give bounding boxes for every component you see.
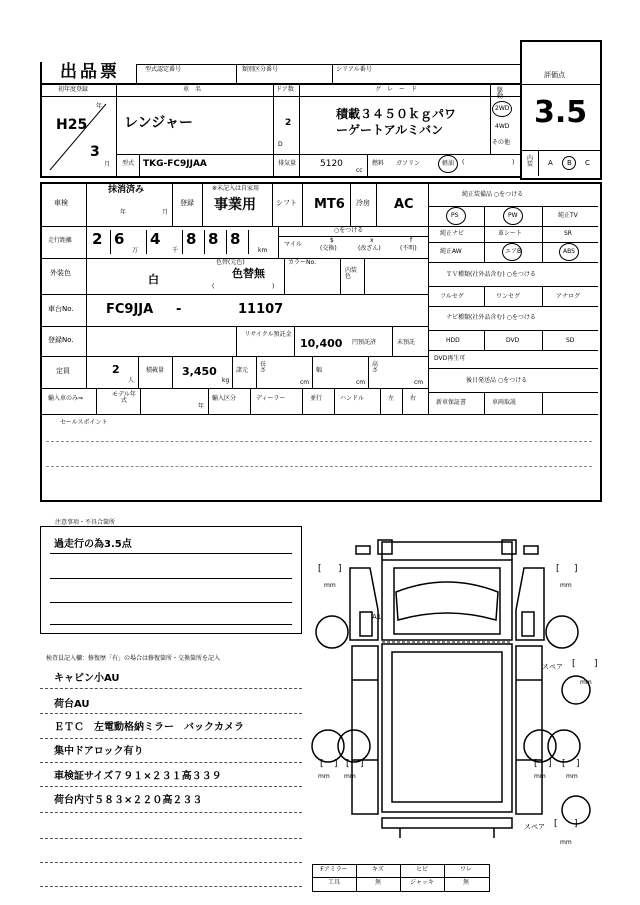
oem-ps: PS (451, 212, 459, 219)
mm-label-6: mm (534, 773, 546, 780)
import-label: 輸入車のみ⇒ (48, 395, 84, 402)
width-label: 幅 (316, 367, 323, 374)
mileage-unknown: (不明) (400, 245, 417, 252)
legend-header-3: ヒビ (415, 866, 428, 873)
fuel-other-open: ( (462, 159, 465, 166)
score: 3.5 (534, 95, 588, 130)
year-unit: 年 (96, 103, 103, 110)
first-reg-year: H25 (56, 117, 88, 133)
oem-title: 純正装備品 ○をつける (462, 191, 524, 198)
eval-label: 評価点 (544, 71, 565, 79)
oem-abs-circle (559, 243, 579, 261)
mileage-altered: (改ざん) (358, 245, 381, 252)
mileage-km: km (258, 247, 268, 254)
mileage-exchange: (交換) (320, 245, 337, 252)
navi-title: ナビ種類(社外品含む) ○をつける (446, 314, 536, 321)
bracket-open-4: [ (320, 759, 324, 769)
mileage-digit-2: 6 (114, 230, 125, 248)
fuel-gasoline: ガソリン (396, 160, 421, 167)
mileage-digit-5: 8 (208, 230, 219, 248)
model-year-unit: 年 (198, 403, 205, 410)
inspector-line-5: 車検証サイズ７９１×２３１高３３９ (54, 771, 222, 782)
inspection-label: 車検 (54, 199, 68, 207)
inspector-line-1: キャビン小AU (54, 673, 120, 684)
inspection-status: 抹消済み (108, 185, 145, 195)
first-reg-month: 3 (90, 144, 100, 160)
fuel-other-close: ) (512, 159, 515, 166)
length-cm: cm (300, 379, 310, 386)
tv-oneseg: ワンセグ (496, 293, 521, 300)
damage-mark-a1: A1 (372, 613, 382, 621)
bracket-close-8: ] (574, 819, 578, 829)
recycle-status: 円預託済 (352, 339, 377, 346)
mileage-unknown-mark: f (410, 237, 413, 244)
seats-value: 2 (112, 363, 120, 376)
inspector-line-6: 荷台内寸５８３×２２０高２３３ (54, 795, 203, 806)
navi-dvd: DVD (506, 337, 520, 344)
inspector-line-2: 荷台AU (54, 699, 90, 710)
registration-label: 登録No. (48, 336, 74, 344)
bracket-open-2: [ (556, 564, 560, 574)
dims-label: 諸元 (236, 367, 249, 374)
oem-airbag: エアB (505, 248, 522, 255)
fuel-diesel: 軽油 (442, 160, 455, 167)
model-label: 型式 (122, 160, 135, 167)
mileage-circle-note: ○をつける (334, 227, 364, 234)
interior-color-label: 内装色 (345, 267, 358, 280)
inspection-month-unit: 月 (162, 209, 169, 216)
mileage-digit-6: 8 (230, 230, 241, 248)
mileage-unit-miles: マイル (284, 241, 302, 248)
serial-label: シリアル番号 (336, 66, 372, 73)
oem-navi: 純正ナビ (440, 230, 465, 237)
shift-value: MT6 (314, 197, 345, 212)
import-dealer: ディーラー (256, 395, 286, 402)
mileage-label: 走行距離 (48, 237, 73, 244)
bracket-close-2: ] (574, 564, 578, 574)
recycle-label: リサイクル預託金 (244, 331, 292, 338)
interior-grade-c: C (585, 159, 590, 167)
registration-note: ※未記入は自家用 (212, 185, 260, 192)
bracket-close-3: ] (594, 659, 598, 669)
handle-label: ハンドル (340, 395, 365, 402)
sales-point-label: セールスポイント (60, 419, 108, 426)
displacement-value: 5120 (320, 159, 343, 169)
truck-diagram (300, 520, 620, 870)
mileage-altered-mark: x (370, 237, 374, 244)
legend-value-1: 工具 (327, 879, 340, 886)
legend-value-3: ジャッキ (410, 879, 434, 886)
legend-value-2: 無 (374, 879, 381, 886)
height-cm: cm (414, 379, 424, 386)
load-unit: kg (222, 377, 230, 384)
recycle-amount: 10,400 (300, 337, 343, 350)
mileage-digit-3: 4 (150, 230, 161, 248)
exterior-label: 外装色 (50, 269, 71, 277)
grade-line2: ーゲートアルミバン (336, 123, 444, 137)
height-label: 高さ (372, 361, 379, 374)
oem-aw: 純正AW (440, 248, 462, 255)
mileage-man: 万 (132, 247, 139, 254)
model-value: TKG-FC9JJAA (143, 159, 207, 169)
doors-label: ドア数 (276, 86, 294, 93)
mileage-exchange-mark: $ (330, 237, 334, 244)
bracket-close-4: ] (334, 759, 338, 769)
legend-value-4: 無 (462, 879, 469, 886)
repaint-paren-open: ( (212, 283, 215, 290)
mm-label-1: mm (324, 582, 336, 589)
import-parallel: 並行 (310, 395, 323, 402)
oem-leather: 革シート (498, 230, 523, 237)
inspector-label: 検査員記入欄：修復歴「有」の場合は修復箇所・交換箇所を記入 (46, 655, 221, 662)
oem-pw: PW (508, 212, 518, 219)
chassis-dash: - (176, 302, 182, 317)
chassis-prefix: FC9JJA (106, 302, 154, 317)
class-label: 類別区分番号 (242, 66, 279, 73)
page-title: 出品票 (60, 62, 120, 82)
mileage-sen: 千 (172, 247, 179, 254)
color-no-label: カラーNo. (288, 259, 316, 266)
bracket-close-6: ] (548, 759, 552, 769)
aftermarket-title: 後日発送品 ○をつける (466, 377, 528, 384)
load-value: 3,450 (182, 365, 217, 378)
tv-analog: アナログ (556, 293, 581, 300)
notes-label: 注意事項・不具合箇所 (52, 520, 118, 526)
spare-label-2: スペア (524, 823, 545, 831)
interior-grade-b: B (567, 159, 572, 167)
mileage-digit-4: 8 (186, 230, 197, 248)
bracket-close-5: ] (360, 759, 364, 769)
width-cm: cm (356, 379, 366, 386)
recycle-unpaid: 未預託 (397, 339, 416, 346)
bracket-open-7: [ (562, 759, 566, 769)
load-label: 積載量 (146, 367, 165, 374)
import-class-label: 輸入区分 (212, 395, 237, 402)
model-year-label: モデル年式 (112, 391, 136, 404)
usage-value: 事業用 (214, 197, 256, 213)
repaint-label: 色替(元色) (216, 259, 245, 266)
fuel-diesel-circle (438, 155, 458, 173)
owner-manual: 車両取説 (492, 399, 517, 406)
displacement-label: 排気量 (278, 160, 297, 167)
fuel-label: 燃料 (372, 160, 385, 167)
bracket-open-8: [ (554, 819, 558, 829)
inspection-year-unit: 年 (120, 209, 127, 216)
registration-type-label: 登録 (180, 199, 194, 207)
handle-right: 右 (410, 395, 417, 402)
shift-label: シフト (276, 199, 297, 207)
dvd-playback: DVD再生可 (434, 355, 466, 362)
oem-sr: SR (564, 230, 572, 237)
seats-label: 定員 (56, 367, 70, 375)
drive-2wd-circle (492, 101, 512, 117)
legend-header-1: Fアミラー (320, 866, 348, 873)
cc-unit: cc (356, 167, 363, 174)
legend-header-2: キズ (372, 866, 384, 873)
model-cert-label: 型式認定番号 (145, 66, 182, 73)
length-label: 長さ (260, 361, 267, 374)
oem-tv: 純正TV (558, 212, 578, 219)
bracket-close-7: ] (576, 759, 580, 769)
mm-label-7: mm (566, 773, 578, 780)
bracket-open-1: [ (318, 564, 322, 574)
interior-label: 内装 (527, 155, 534, 168)
oem-airbag-circle (502, 243, 522, 261)
mm-label-4: mm (318, 773, 330, 780)
navi-hdd: HDD (446, 337, 460, 344)
spare-label-1: スペア (542, 663, 563, 671)
door-d: D (278, 141, 283, 148)
oem-abs: ABS (563, 248, 575, 255)
first-reg-label: 初年度登録 (58, 86, 89, 93)
ac-value: AC (394, 197, 414, 212)
exterior-color: 白 (148, 273, 159, 286)
warranty-card: 新車保証書 (436, 399, 467, 406)
navi-sd: SD (566, 337, 575, 344)
mm-label-5: mm (344, 773, 356, 780)
oem-pw-circle (503, 207, 523, 225)
grade-label: グ レ ー ド (375, 86, 418, 93)
chassis-label: 車台No. (48, 305, 74, 313)
car-name-label: 車 名 (183, 86, 202, 93)
interior-grade-a: A (548, 159, 553, 167)
drive-4wd: 4WD (495, 123, 510, 130)
drive-other: その他 (492, 139, 511, 146)
drive-label: 駆動 (497, 87, 504, 100)
bracket-open-5: [ (346, 759, 350, 769)
grade-line1: 積載３４５０ｋｇパワ (336, 107, 457, 121)
tv-title: ＴＶ種類(社外品含む) ○をつける (446, 271, 536, 278)
tv-fullseg: フルセグ (440, 293, 464, 300)
repaint-paren-close: ) (272, 283, 275, 290)
legend-header-4: ワレ (459, 866, 472, 873)
doors-value: 2 (285, 118, 292, 128)
inspector-line-4: 集中ドアロック有り (54, 746, 144, 757)
seats-unit: 人 (128, 377, 135, 384)
mm-label-8: mm (560, 839, 572, 846)
month-unit: 月 (104, 161, 111, 168)
bracket-open-3: [ (572, 659, 576, 669)
bracket-close-1: ] (338, 564, 342, 574)
mm-label-2: mm (560, 582, 572, 589)
mileage-digit-1: 2 (92, 230, 103, 248)
interior-grade-b-circle (562, 156, 576, 170)
notes-line-1: 過走行の為3.5点 (54, 539, 132, 550)
car-name: レンジャー (124, 115, 194, 131)
oem-ps-circle (446, 207, 466, 225)
bracket-open-6: [ (534, 759, 538, 769)
repaint-value: 色替無 (232, 267, 265, 280)
ac-label: 冷房 (356, 199, 370, 207)
handle-left: 左 (388, 395, 395, 402)
drive-2wd: 2WD (495, 105, 510, 112)
chassis-number: 11107 (238, 302, 284, 317)
inspector-line-3: ＥＴＣ 左電動格納ミラー バックカメラ (54, 722, 244, 733)
mm-label-3: mm (580, 679, 592, 686)
